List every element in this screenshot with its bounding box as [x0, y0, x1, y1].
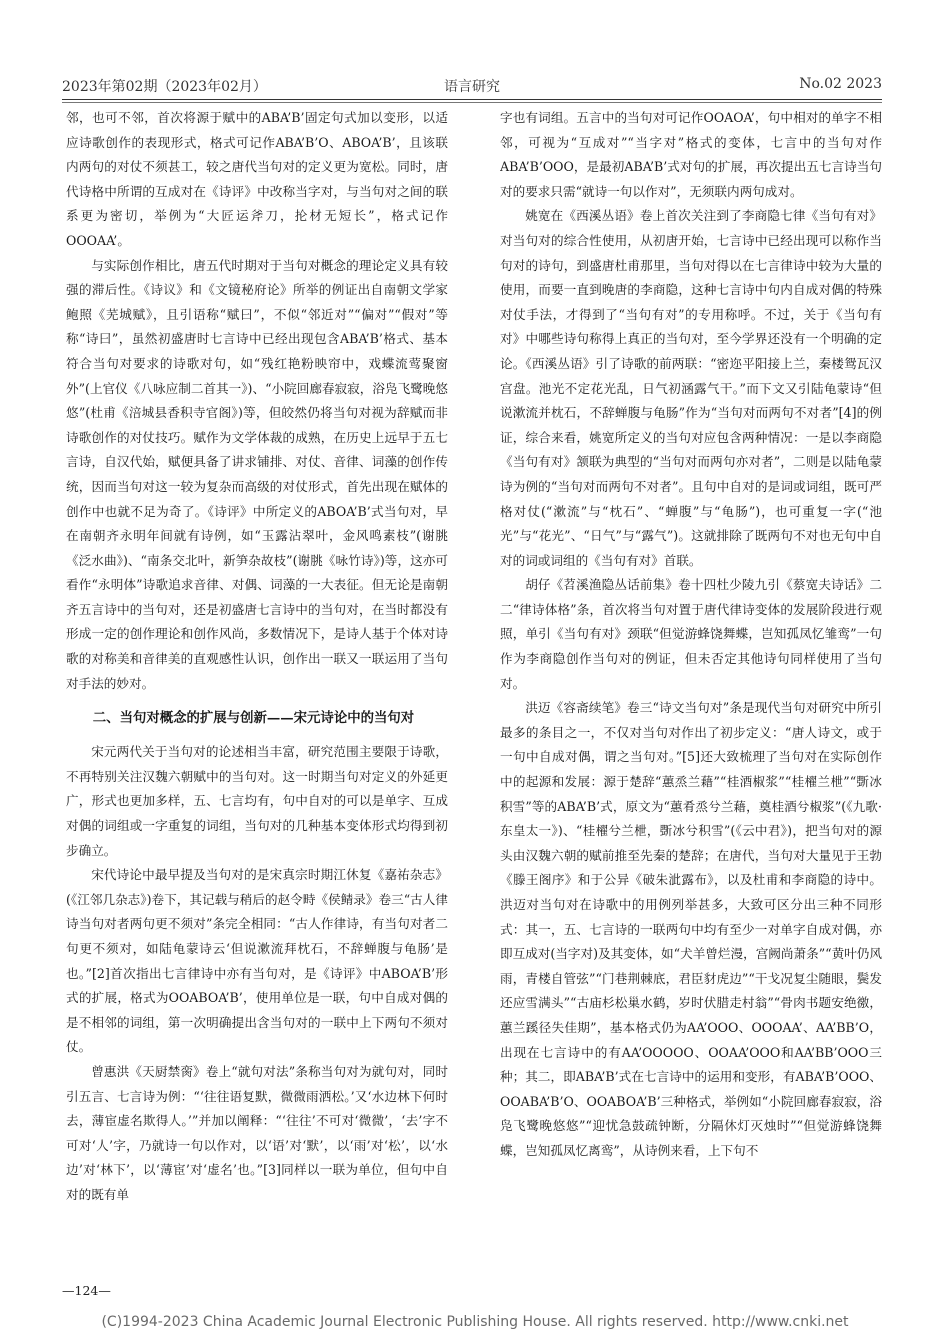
paragraph: 邻，也可不邻，首次将源于赋中的ABA’B’固定句式加以变形，以适应诗歌创作的表现形式，格式可记作ABA’B’O、ABOA’B’，且该联内两句的对仗不须甚工，较之唐代当句对的定义更为宽松。同时，唐代诗格中所谓的互成对在《诗评》中改称当字对，与当句对之间的联系更为密切，举例为“大匠运斧刀，抡材无短长”，格式记作OOOAA’。: [66, 110, 448, 248]
paragraph: 与实际创作相比，唐五代时期对于当句对概念的理论定义具有较强的滞后性。《诗议》和《文镜秘府论》所举的例证出自南朝文学家鲍照《芜城赋》，且引语称“赋曰”，不似“邻近对”“偏对”“假对”等称“诗曰”，虽然初盛唐时七言诗中已经出现包含ABA’B’格式、基本符合当句对要求的诗歌对句，如“残红艳粉映帘中，戏蝶流莺聚窗外”(上官仪《八咏应制二首其一》)、“小院回廊春寂寂，浴凫飞鹭晚悠悠”(杜甫《涪城县香积寺官阁》)等，但皎然仍将当句对视为辞赋而非诗歌创作的对仗技巧。赋作为文学体裁的成熟，在历史上远早于五七言诗，自汉代始，赋便具备了讲求铺排、对仗、音律、词藻的创作传统，因而当句对这一较为复杂而高级的对仗形式，首先出现在赋体的创作中也就不足为奇了。《诗评》中所定义的ABOA’B’式当句对，早在南朝齐永明年间就有诗例，如“玉露沾翠叶，金风鸣素枝”(谢朓《泛水曲》)、“南条交北叶，新笋杂故枝”(谢朓《咏竹诗》)等，这亦可看作“永明体”诗歌追求音律、对偶、词藻的一大表征。但无论是南朝齐五言诗中的当句对，还是初盛唐七言诗中的当句对，在当时都没有形成一定的创作理论和创作风尚，多数情况下，是诗人基于个体对诗歌的对称美和音律美的直观感性认识，创作出一联又一联运用了当句对手法的妙对。: [66, 257, 448, 691]
paragraph: 字也有词组。五言中的当句对可记作OOAOA’，句中相对的单字不相邻，可视为“互成对”“当字对”格式的变体，七言中的当句对作ABA’B’OOO，是最初ABA’B’式对句的扩展，再次提出五七言诗当句对的要求只需“就诗一句以作对”，无须联内两句成对。: [500, 110, 882, 199]
journal-title: 语言研究: [444, 79, 500, 95]
paragraph: 宋元两代关于当句对的论述相当丰富，研究范围主要限于诗歌，不再特别关注汉魏六朝赋中的当句对。这一时期当句对定义的外延更广，形式也更加多样，五、七言均有，句中自对的可以是单字、互成对偶的词组或一字重复的词组，当句对的几种基本变体形式均得到初步确立。: [66, 744, 448, 858]
paragraph: 洪迈《容斋续笔》卷三“诗文当句对”条是现代当句对研究中所引最多的条目之一，不仅对当句对作出了初步定义：“唐人诗文，或于一句中自成对偶，谓之当句对。”[5]还大致梳理了当句对在实际创作中的起源和发展：源于楚辞“蕙烝兰藉”“桂酒椒浆”“桂櫂兰枻”“斲冰积雪”等的ABA’B’式，原文为“蕙肴烝兮兰藉，奠桂酒兮椒浆”(《九歌·东皇太一》)、“桂櫂兮兰枻，斲冰兮积雪”(《云中君》)，把当句对的源头由汉魏六朝的赋前推至先秦的楚辞；在唐代，当句对大量见于王勃《滕王阁序》和于公异《破朱泚露布》，以及杜甫和李商隐的诗中。洪迈对当句对在诗歌中的用例列举甚多，大致可区分出三种不同形式：其一，五、七言诗的一联两句中均有至少一对单字自成对偶，亦即互成对(当字对)及其变体，如“犬羊曾烂漫，宫阙尚萧条”“黄叶仍风雨，青楼自管弦”“门巷荆棘底，君臣豺虎边”“干戈况复尘随眼，鬓发还应雪满头”“古庙杉松巢水鹤，岁时伏腊走村翁”“骨肉书题安绝徼，蕙兰蹊径失佳期”，基本格式仍为AA’OOO、OOOAA’、AA’BB’O，出现在七言诗中的有AA’OOOOO、OOAA’OOO和AA’BB’OOO三种；其二，即ABA’B’式在七言诗中的运用和变形，有ABA’B’OOO、OOABA’B’O、OOABOA’B’三种格式，举例如“小院回廊春寂寂，浴凫飞鹭晚悠悠”“迎忧急鼓疏钟断，分隔休灯灭烛时”“但觉游蜂饶舞蝶，岂知孤凤忆离鸾”，从诗例来看，上下句不: [500, 700, 882, 1158]
left-column: [66, 106, 448, 1276]
header-rule-thin: [62, 102, 882, 103]
section-heading: 二、当句对概念的扩展与创新——宋元诗论中的当句对: [92, 710, 415, 727]
paragraph: 胡仔《苕溪渔隐丛话前集》卷十四杜少陵九引《蔡宽夫诗话》二二“律诗体格”条，首次将当句对置于唐代律诗变体的发展阶段进行观照，单引《当句有对》颈联“但觉游蜂饶舞蝶，岂知孤凤忆雏鸾”一句作为李商隐创作当句对的例证，但未否定其他诗句同样使用了当句对。: [500, 577, 882, 691]
running-header: [62, 76, 882, 98]
paragraph: 宋代诗论中最早提及当句对的是宋真宗时期江休复《嘉祐杂志》(《江邻几杂志》)卷下，其记载与稍后的赵令畤《侯鲭录》卷三“古人律诗当句对者两句更不须对”条完全相同：“古人作律诗，有当句对者二句更不须对，如陆龟蒙诗云‘但说漱流拜枕石，不辞蝉腹与龟肠’是也。”[2]首次指出七言律诗中亦有当句对，是《诗评》中ABOA’B’形式的扩展，格式为OOABOA’B’，使用单位是一联，句中自成对偶的是不相邻的词组，第一次明确提出含当句对的一联中上下两句不须对仗。: [66, 867, 448, 1055]
issue-number: No.02 2023: [799, 76, 882, 92]
paragraph: 姚宽在《西溪丛语》卷上首次关注到了李商隐七律《当句有对》对当句对的综合性使用，从初唐开始，七言诗中已经出现可以称作当句对的诗句，到盛唐杜甫那里，当句对得以在七言律诗中较为大量的使用，而要一直到晚唐的李商隐，这种七言诗中句内自成对偶的特殊对仗手法，才得到了“当句有对”的专用称呼。不过，关于《当句有对》中哪些诗句称得上真正的当句对，至今学界还没有一个明确的定论。《西溪丛语》引了诗歌的前两联：“密迩平阳接上兰，秦楼鸳瓦汉宫盘。池光不定花光乱，日气初涵露气干。”而下文又引陆龟蒙诗“但说漱流并枕石，不辞蝉腹与龟肠”作为“当句对而两句不对者”[4]的例证，综合来看，姚宽所定义的当句对应包含两种情况：一是以李商隐《当句有对》颔联为典型的“当句对而两句亦对者”，二则是以陆龟蒙诗为例的“当句对而两句不对者”。且句中自对的是词或词组，既可严格对仗(“漱流”与“枕石”、“蝉腹”与“龟肠”)，也可重复一字(“池光”与“花光”、“日气”与“露气”)。这就排除了既两句不对也无句中自对的词或词组的《当句有对》首联。: [500, 208, 882, 568]
issue-label: 2023年第02期（2023年02月）: [62, 79, 267, 95]
page-number: —124—: [62, 1283, 111, 1298]
paragraph: 曾惠洪《天厨禁脔》卷上“就句对法”条称当句对为就句对，同时引五言、七言诗为例：“‘往往语复默，微微雨洒松。’又‘水边林下何时去，薄宦虚名欺得人。’”并加以阐释：“‘往往’不可对‘微微’，‘去’字不可对‘人’字，乃就诗一句以作对，以‘语’对‘默’，以‘雨’对‘松’，以‘水边’对‘林下’，以‘薄宦’对‘虚名’也。”[3]同样以一联为单位，但句中自对的既有单: [66, 1063, 448, 1202]
right-column: [500, 106, 882, 1276]
header-rule-thick: [62, 99, 882, 100]
copyright-notice: (C)1994-2023 China Academic Journal Electronic Publishing House. All rights reserved. http://www.cnki.net: [101, 1314, 849, 1330]
